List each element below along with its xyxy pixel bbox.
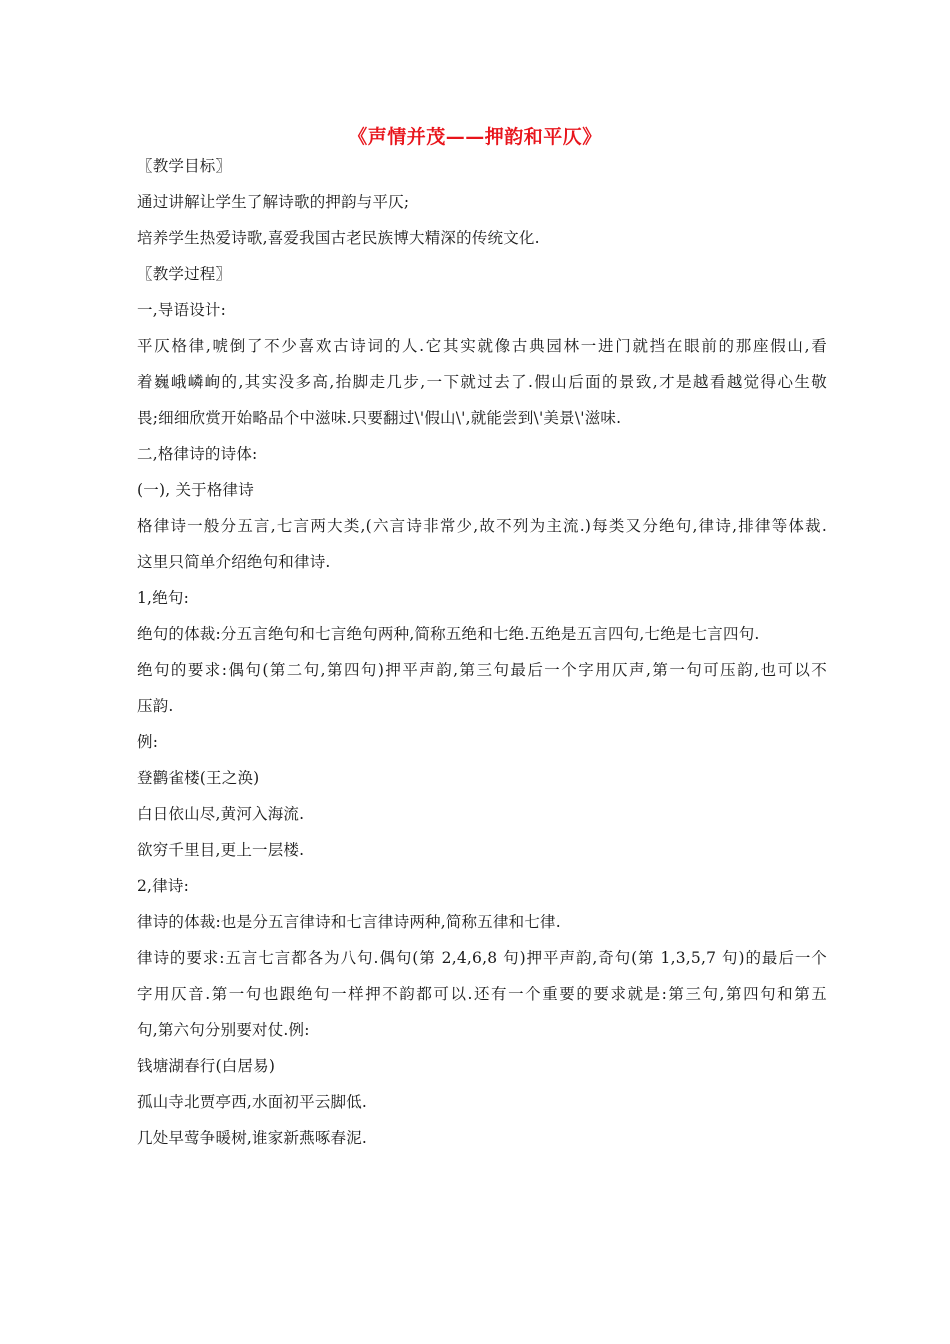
subheading-intro: 一,导语设计: bbox=[137, 301, 227, 319]
document-title: 《声情并茂——押韵和平仄》 bbox=[348, 126, 602, 148]
paragraph-line: 畏;细细欣赏开始略品个中滋味.只要翻过\'假山\',就能尝到\'美景\'滋味. bbox=[137, 409, 622, 427]
subheading-poem-forms: 二,格律诗的诗体: bbox=[137, 445, 258, 463]
objective-line: 通过讲解让学生了解诗歌的押韵与平仄; bbox=[137, 193, 410, 211]
paragraph-line: 句,第六句分别要对仗.例: bbox=[137, 1021, 310, 1039]
paragraph-line: 绝句的要求:偶句(第二句,第四句)押平声韵,第三句最后一个字用仄声,第一句可压韵,也可以不 bbox=[137, 661, 827, 679]
paragraph-line: 字用仄音.第一句也跟绝句一样押不韵都可以.还有一个重要的要求就是:第三句,第四句和第五 bbox=[137, 985, 827, 1003]
paragraph-line: 绝句的体裁:分五言绝句和七言绝句两种,简称五绝和七绝.五绝是五言四句,七绝是七言四句. bbox=[137, 625, 760, 643]
subheading-jueju: 1,绝句: bbox=[137, 589, 190, 607]
paragraph-line: 律诗的体裁:也是分五言律诗和七言律诗两种,简称五律和七律. bbox=[137, 913, 561, 931]
poem-line: 孤山寺北贾亭西,水面初平云脚低. bbox=[137, 1093, 368, 1111]
paragraph-line: 平仄格律,唬倒了不少喜欢古诗词的人.它其实就像古典园林一进门就挡在眼前的那座假山,看 bbox=[137, 337, 827, 355]
poem-line: 几处早莺争暖树,谁家新燕啄春泥. bbox=[137, 1129, 368, 1147]
paragraph-line: 这里只简单介绍绝句和律诗. bbox=[137, 553, 331, 571]
poem-line: 欲穷千里目,更上一层楼. bbox=[137, 841, 305, 859]
poem-title: 登鹳雀楼(王之涣) bbox=[137, 769, 260, 787]
section-heading-process: 〖教学过程〗 bbox=[137, 265, 232, 283]
objective-line: 培养学生热爱诗歌,喜爱我国古老民族博大精深的传统文化. bbox=[137, 229, 540, 247]
subheading-about-regulated-verse: (一), 关于格律诗 bbox=[137, 481, 254, 499]
poem-title: 钱塘湖春行(白居易) bbox=[137, 1057, 276, 1075]
paragraph-line: 压韵. bbox=[137, 697, 174, 715]
paragraph-line: 着巍峨嶙峋的,其实没多高,抬脚走几步,一下就过去了.假山后面的景致,才是越看越觉得心生敬 bbox=[137, 373, 827, 391]
document-body bbox=[137, 148, 827, 1156]
paragraph-line: 格律诗一般分五言,七言两大类,(六言诗非常少,故不列为主流.)每类又分绝句,律诗,排律等体裁. bbox=[137, 517, 827, 535]
subheading-lvshi: 2,律诗: bbox=[137, 877, 190, 895]
section-heading-objectives: 〖教学目标〗 bbox=[137, 157, 232, 175]
paragraph-line: 律诗的要求:五言七言都各为八句.偶句(第 2,4,6,8 句)押平声韵,奇句(第 1,3,5,7 句)的最后一个 bbox=[137, 949, 827, 967]
example-label: 例: bbox=[137, 733, 159, 751]
poem-line: 白日依山尽,黄河入海流. bbox=[137, 805, 305, 823]
